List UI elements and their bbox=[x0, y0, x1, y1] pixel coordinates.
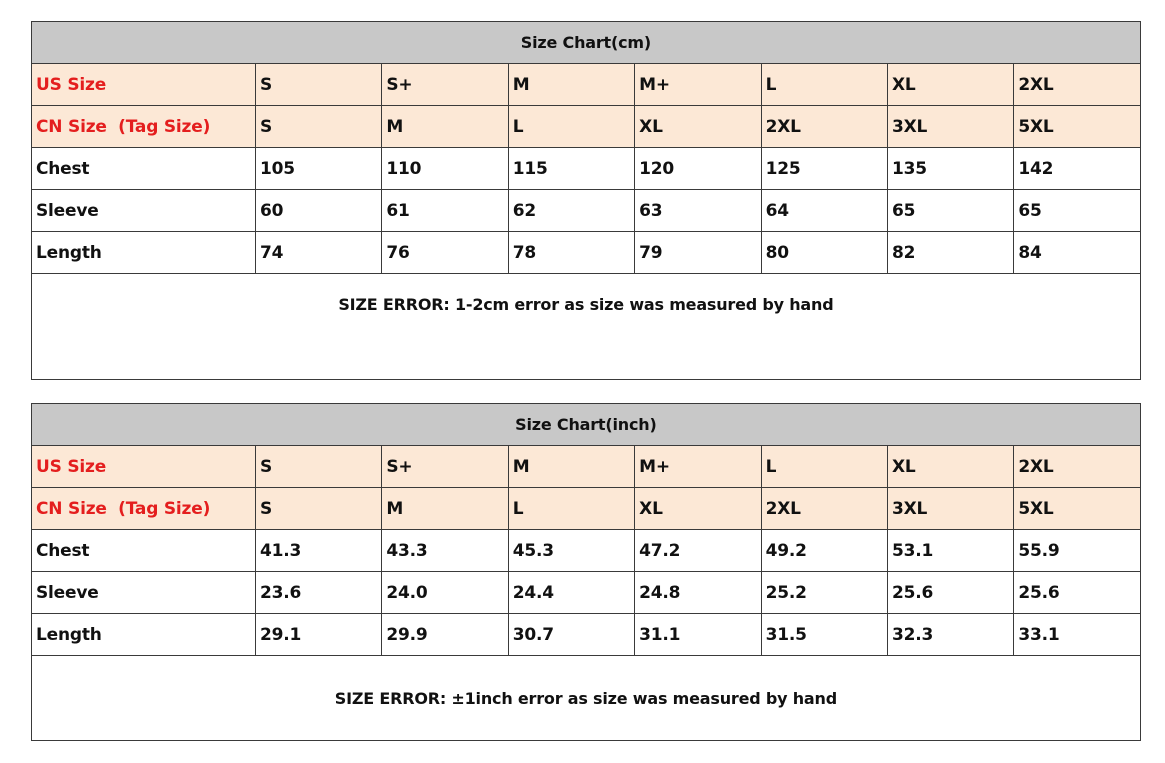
table-cell: 3XL bbox=[887, 106, 1013, 148]
table-cell: S bbox=[256, 446, 382, 488]
table-row-cn-size bbox=[32, 488, 1141, 530]
table-cell: XL bbox=[635, 488, 761, 530]
table-row-sleeve bbox=[32, 190, 1141, 232]
row-label: US Size bbox=[32, 446, 256, 488]
table-cell: M+ bbox=[635, 64, 761, 106]
row-label: CN Size (Tag Size) bbox=[32, 488, 256, 530]
table-cell: 82 bbox=[887, 232, 1013, 274]
table-cell: 55.9 bbox=[1014, 530, 1140, 572]
table-cell: 43.3 bbox=[382, 530, 508, 572]
table-cell: 142 bbox=[1014, 148, 1140, 190]
table-cell: 23.6 bbox=[256, 572, 382, 614]
table-cell: 2XL bbox=[1014, 64, 1140, 106]
table-cell: XL bbox=[887, 64, 1013, 106]
row-label: Length bbox=[32, 232, 256, 274]
row-label: Sleeve bbox=[32, 572, 256, 614]
table-cell: M bbox=[382, 488, 508, 530]
table-cell: S+ bbox=[382, 446, 508, 488]
table-cell: 61 bbox=[382, 190, 508, 232]
table-row-length bbox=[32, 232, 1141, 274]
table-row-cn-size bbox=[32, 106, 1141, 148]
table-cell: S+ bbox=[382, 64, 508, 106]
table-row-note bbox=[32, 656, 1141, 741]
table-cell: L bbox=[508, 488, 634, 530]
table-cell: 135 bbox=[887, 148, 1013, 190]
table-cell: 76 bbox=[382, 232, 508, 274]
size-chart-inch bbox=[31, 403, 1141, 741]
size-error-note: SIZE ERROR: ±1inch error as size was measured by hand bbox=[32, 656, 1141, 741]
table-cell: 24.8 bbox=[635, 572, 761, 614]
row-label: Chest bbox=[32, 530, 256, 572]
table-cell: 30.7 bbox=[508, 614, 634, 656]
table-cell: 25.6 bbox=[1014, 572, 1140, 614]
table-cell: 53.1 bbox=[887, 530, 1013, 572]
table-cell: 25.2 bbox=[761, 572, 887, 614]
table-cell: 29.1 bbox=[256, 614, 382, 656]
table-cell: S bbox=[256, 488, 382, 530]
table-cell: 105 bbox=[256, 148, 382, 190]
table-cell: M bbox=[508, 446, 634, 488]
table-cell: 33.1 bbox=[1014, 614, 1140, 656]
table-cell: 80 bbox=[761, 232, 887, 274]
table-cell: 31.5 bbox=[761, 614, 887, 656]
table-cell: 31.1 bbox=[635, 614, 761, 656]
row-label: Length bbox=[32, 614, 256, 656]
size-chart-cm bbox=[31, 21, 1141, 380]
table-cell: S bbox=[256, 64, 382, 106]
row-label: CN Size (Tag Size) bbox=[32, 106, 256, 148]
table-cell: 5XL bbox=[1014, 106, 1140, 148]
row-label: Chest bbox=[32, 148, 256, 190]
table-cell: 2XL bbox=[761, 488, 887, 530]
table-cell: 115 bbox=[508, 148, 634, 190]
table-cell: M+ bbox=[635, 446, 761, 488]
table-cell: 84 bbox=[1014, 232, 1140, 274]
table-row-chest bbox=[32, 148, 1141, 190]
table-row-length bbox=[32, 614, 1141, 656]
table-cell: 63 bbox=[635, 190, 761, 232]
row-label: Sleeve bbox=[32, 190, 256, 232]
table-cell: 74 bbox=[256, 232, 382, 274]
table-cell: 3XL bbox=[887, 488, 1013, 530]
table-cell: 64 bbox=[761, 190, 887, 232]
table-cell: M bbox=[508, 64, 634, 106]
table-cell: 62 bbox=[508, 190, 634, 232]
table-cell: 24.0 bbox=[382, 572, 508, 614]
table-row-sleeve bbox=[32, 572, 1141, 614]
table-cell: 41.3 bbox=[256, 530, 382, 572]
table-cell: L bbox=[761, 446, 887, 488]
table-row-us-size bbox=[32, 64, 1141, 106]
table-cell: 45.3 bbox=[508, 530, 634, 572]
table-row-note bbox=[32, 274, 1141, 380]
table-cell: 79 bbox=[635, 232, 761, 274]
table-cell: XL bbox=[635, 106, 761, 148]
table-cell: 29.9 bbox=[382, 614, 508, 656]
table-cell: 2XL bbox=[1014, 446, 1140, 488]
table-cell: 32.3 bbox=[887, 614, 1013, 656]
table-cell: 125 bbox=[761, 148, 887, 190]
table-cell: L bbox=[508, 106, 634, 148]
size-error-note: SIZE ERROR: 1-2cm error as size was measured by hand bbox=[32, 274, 1141, 380]
table-cell: 65 bbox=[887, 190, 1013, 232]
row-label: US Size bbox=[32, 64, 256, 106]
table-cell: 2XL bbox=[761, 106, 887, 148]
chart-title: Size Chart(inch) bbox=[32, 404, 1141, 446]
table-cell: L bbox=[761, 64, 887, 106]
table-cell: 24.4 bbox=[508, 572, 634, 614]
table-cell: 60 bbox=[256, 190, 382, 232]
table-cell: 47.2 bbox=[635, 530, 761, 572]
table-cell: 25.6 bbox=[887, 572, 1013, 614]
table-row-chest bbox=[32, 530, 1141, 572]
table-cell: 65 bbox=[1014, 190, 1140, 232]
table-row-us-size bbox=[32, 446, 1141, 488]
table-cell: 49.2 bbox=[761, 530, 887, 572]
table-cell: 5XL bbox=[1014, 488, 1140, 530]
table-cell: 78 bbox=[508, 232, 634, 274]
table-cell: S bbox=[256, 106, 382, 148]
chart-title: Size Chart(cm) bbox=[32, 22, 1141, 64]
table-cell: M bbox=[382, 106, 508, 148]
table-cell: XL bbox=[887, 446, 1013, 488]
table-cell: 110 bbox=[382, 148, 508, 190]
table-cell: 120 bbox=[635, 148, 761, 190]
